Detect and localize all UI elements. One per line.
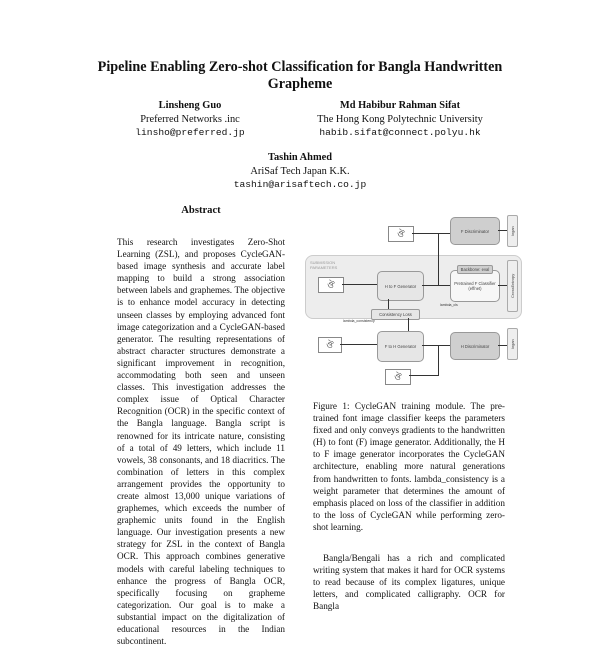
author-1 [110,99,270,140]
author-affiliation: AriSaf Tech Japan K.K. [250,165,350,177]
loss-label-top: logan [507,215,518,247]
author-3 [200,151,400,192]
arrow [409,375,439,376]
figure-caption: Figure 1: CycleGAN training module. The pre-trained font image classifier keeps the parameters fixed and only conveys gradients to the handwritten (H) to font (F) image generator. Additionally, the H to F image generator incorporates the CycleGAN architecture, enabling more natural generations from handwritten to fonts. lambda_consistency is a weight parameter that determines the amount of emphasis placed on loss of the classifier in addition to the loss of CycleGAN while performing zero-shot learning. [313,401,505,532]
abstract-text: This research investigates Zero-Shot Learning (ZSL), and proposes CycleGAN-based image synthesis and accurate label mapping to build a strong association between labels and graphemes. The objective is to enhance model accuracy in detecting unseen classes by employing advanced font image categorization and a CycleGAN-based generator. The resulting representations of abstract character structures demonstrate a significant improvement in recognition, accommodating both seen and unseen classes. This investigation addresses the complex issue of Optical Character Recognition (OCR) in the specific context of the Bangla language. Bangla script is renowned for its intricate nature, consisting of a total of 49 letters, which include 11 vowels, 38 consonants, and 18 diacritics. The combination of letters in this complex arrangement provides the opportunity to create almost 13,000 unique variations of graphemes, which exceeds the number of graphemic units found in the English language. Our investigation presents a new strategy for ZSL in the context of Bangla OCR. This approach combines generative models with careful labeling techniques to enhance the progress of Bangla OCR, specifically focusing on grapheme categorization. Our goal is to make a substantial impact on the digitalization of educational resources in the Indian subcontinent. [117,237,285,647]
loss-label-crossentropy: CrossEntropy [507,260,518,312]
lambda-consistency-label: lambda_consistency [343,319,375,323]
arrow [388,299,389,309]
font-image-sample-2: ঔ [318,337,342,353]
author-affiliation: Preferred Networks .inc [140,113,240,125]
paper-title: Pipeline Enabling Zero-shot Classification for Bangla Handwritten Grapheme [97,59,503,92]
arrow [498,345,507,346]
author-name: Tashin Ahmed [267,152,332,163]
arrow [422,345,450,346]
handwritten-image-sample: ঔ [318,277,344,293]
arrow [412,233,450,234]
author-email: tashin@arisaftech.co.jp [233,179,367,190]
f-discriminator-box: F Discriminator [450,217,500,245]
handwritten-image-sample-2: ঔ [385,369,411,385]
arrow [438,233,439,285]
arrow [498,285,507,286]
arrow [422,285,450,286]
f-to-h-generator-box: F to H Generator [377,331,424,362]
backbone-eval-tag: Backbone: eval [457,265,493,274]
lambda-cls-label: lambda_cls [440,303,458,307]
author-affiliation: The Hong Kong Polytechnic University [317,113,483,125]
loss-label-bottom: logan [507,328,518,360]
h-to-f-generator-box: H to F Generator [377,271,424,301]
consistency-loss-box: Consistency Loss [371,309,420,320]
author-2 [290,99,510,140]
author-email: habib.sifat@connect.polyu.hk [319,127,481,138]
h-discriminator-box: H Discriminator [450,332,500,360]
arrow [342,284,377,285]
figure-1-diagram [305,210,520,390]
pretrained-classifier-box: Pretrained F Classifier (effnet) [450,270,500,302]
region-label: SUBMISSION PARAMETERS [310,260,338,270]
arrow [340,344,377,345]
font-image-sample: ঔ [388,226,414,242]
author-name: Md Habibur Rahman Sifat [339,100,461,111]
author-email: linsho@preferred.jp [135,127,245,138]
author-name: Linsheng Guo [158,100,222,111]
intro-paragraph: Bangla/Bengali has a rich and complicated writing system that makes it hard for OCR systems to read because of its complex ligatures, unique letters, and complicated calligraphy. OCR for Bangla [313,553,505,612]
arrow [408,318,409,331]
abstract-heading: Abstract [181,205,221,216]
arrow [438,345,439,375]
arrow [498,230,507,231]
